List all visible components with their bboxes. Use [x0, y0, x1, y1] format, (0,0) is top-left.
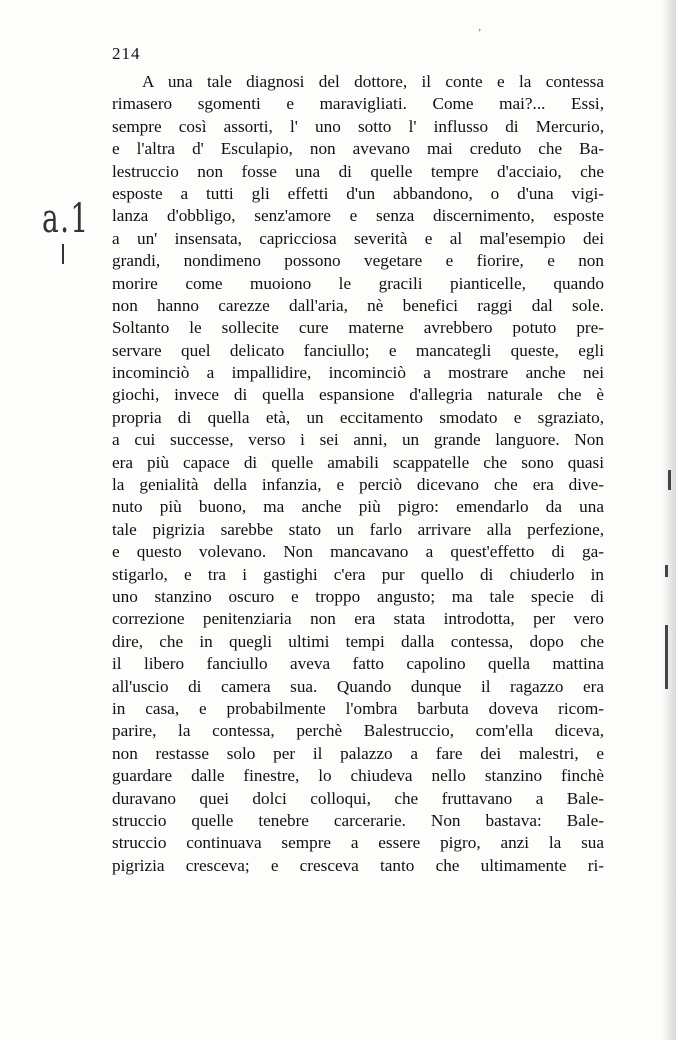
text-line: struccio quelle tenebre carcerarie. Non bastava: Bale-	[112, 810, 604, 830]
text-line: lestruccio non fosse una di quelle tempre d'acciaio, che	[112, 161, 604, 181]
text-line: non restasse solo per il palazzo a fare dei malestri, e	[112, 743, 604, 763]
text-line: giochi, invece di quella espansione d'allegria naturale che è	[112, 385, 604, 405]
text-line: incominciò a impallidire, incominciò a mostrare anche nei	[112, 363, 604, 383]
text-line: guardare dalle finestre, lo chiudeva nello stanzino finchè	[112, 766, 604, 786]
text-line: grandi, nondimeno possono vegetare e fiorire, e non	[112, 251, 604, 271]
text-line: morire come muoiono le gracili pianticelle, quando	[112, 273, 604, 293]
text-line: rimasero sgomenti e maravigliati. Come mai?... Essi,	[112, 94, 604, 114]
margin-annotation: a.1	[42, 196, 90, 242]
text-line: in casa, e probabilmente l'ombra barbuta doveva ricom-	[112, 698, 604, 718]
page-number: 214	[112, 44, 141, 63]
text-line: tale pigrizia sarebbe stato un farlo arrivare alla perfezione,	[112, 519, 604, 539]
text-line: uno stanzino oscuro e troppo angusto; ma tale specie di	[112, 586, 604, 606]
margin-tick	[62, 244, 64, 264]
text-line: lanza d'obbligo, senz'amore e senza discernimento, esposte	[112, 206, 604, 226]
text-line: a cui successe, verso i sei anni, un grande languore. Non	[112, 430, 604, 450]
text-line: era più capace di quelle amabili scappatelle che sono quasi	[112, 452, 604, 472]
text-line: parire, la contessa, perchè Balestruccio, com'ella diceva,	[112, 721, 604, 741]
text-line: il libero fanciullo aveva fatto capolino quella mattina	[112, 654, 604, 674]
text-line: Soltanto le sollecite cure materne avrebbero potuto pre-	[112, 318, 604, 338]
text-line: sempre così assorti, l' uno sotto l' influsso di Mercurio,	[112, 116, 604, 136]
text-line: pigrizia cresceva; e cresceva tanto che ultimamente ri-	[112, 855, 604, 875]
edge-mark	[665, 565, 668, 577]
paragraph	[112, 71, 604, 877]
text-line: la genialità della infanzia, e perciò dicevano che era dive-	[112, 475, 604, 495]
edge-mark	[665, 625, 668, 689]
text-line: correzione penitenziaria non era stata introdotta, per vero	[112, 609, 604, 629]
page-edge-shadow	[662, 0, 676, 1040]
edge-mark	[668, 470, 671, 490]
text-line: a un' insensata, capricciosa severità e al mal'esempio dei	[112, 228, 604, 248]
text-line: duravano quei dolci colloqui, che fruttavano a Bale-	[112, 788, 604, 808]
text-line: all'uscio di camera sua. Quando dunque il ragazzo era	[112, 676, 604, 696]
text-line: dire, che in quegli ultimi tempi dalla contessa, dopo che	[112, 631, 604, 651]
text-line: non hanno carezze dall'aria, nè benefici raggi dal sole.	[112, 295, 604, 315]
text-line: stigarlo, e tra i gastighi c'era pur quello di chiuderlo in	[112, 564, 604, 584]
text-line: nuto più buono, ma anche più pigro: emendarlo da una	[112, 497, 604, 517]
text-line: e l'altra d' Esculapio, non avevano mai creduto che Ba-	[112, 139, 604, 159]
text-line: esposte a tutti gli effetti d'un abbandono, o d'una vigi-	[112, 183, 604, 203]
top-mark: ’	[478, 28, 482, 39]
text-line: e questo volevano. Non mancavano a quest'effetto di ga-	[112, 542, 604, 562]
text-line: A una tale diagnosi del dottore, il conte e la contessa	[142, 72, 604, 91]
text-line: servare quel delicato fanciullo; e mancategli queste, egli	[112, 340, 604, 360]
text-line: propria di quella età, un eccitamento smodato e sgraziato,	[112, 407, 604, 427]
text-line: struccio continuava sempre a essere pigro, anzi la sua	[112, 833, 604, 853]
